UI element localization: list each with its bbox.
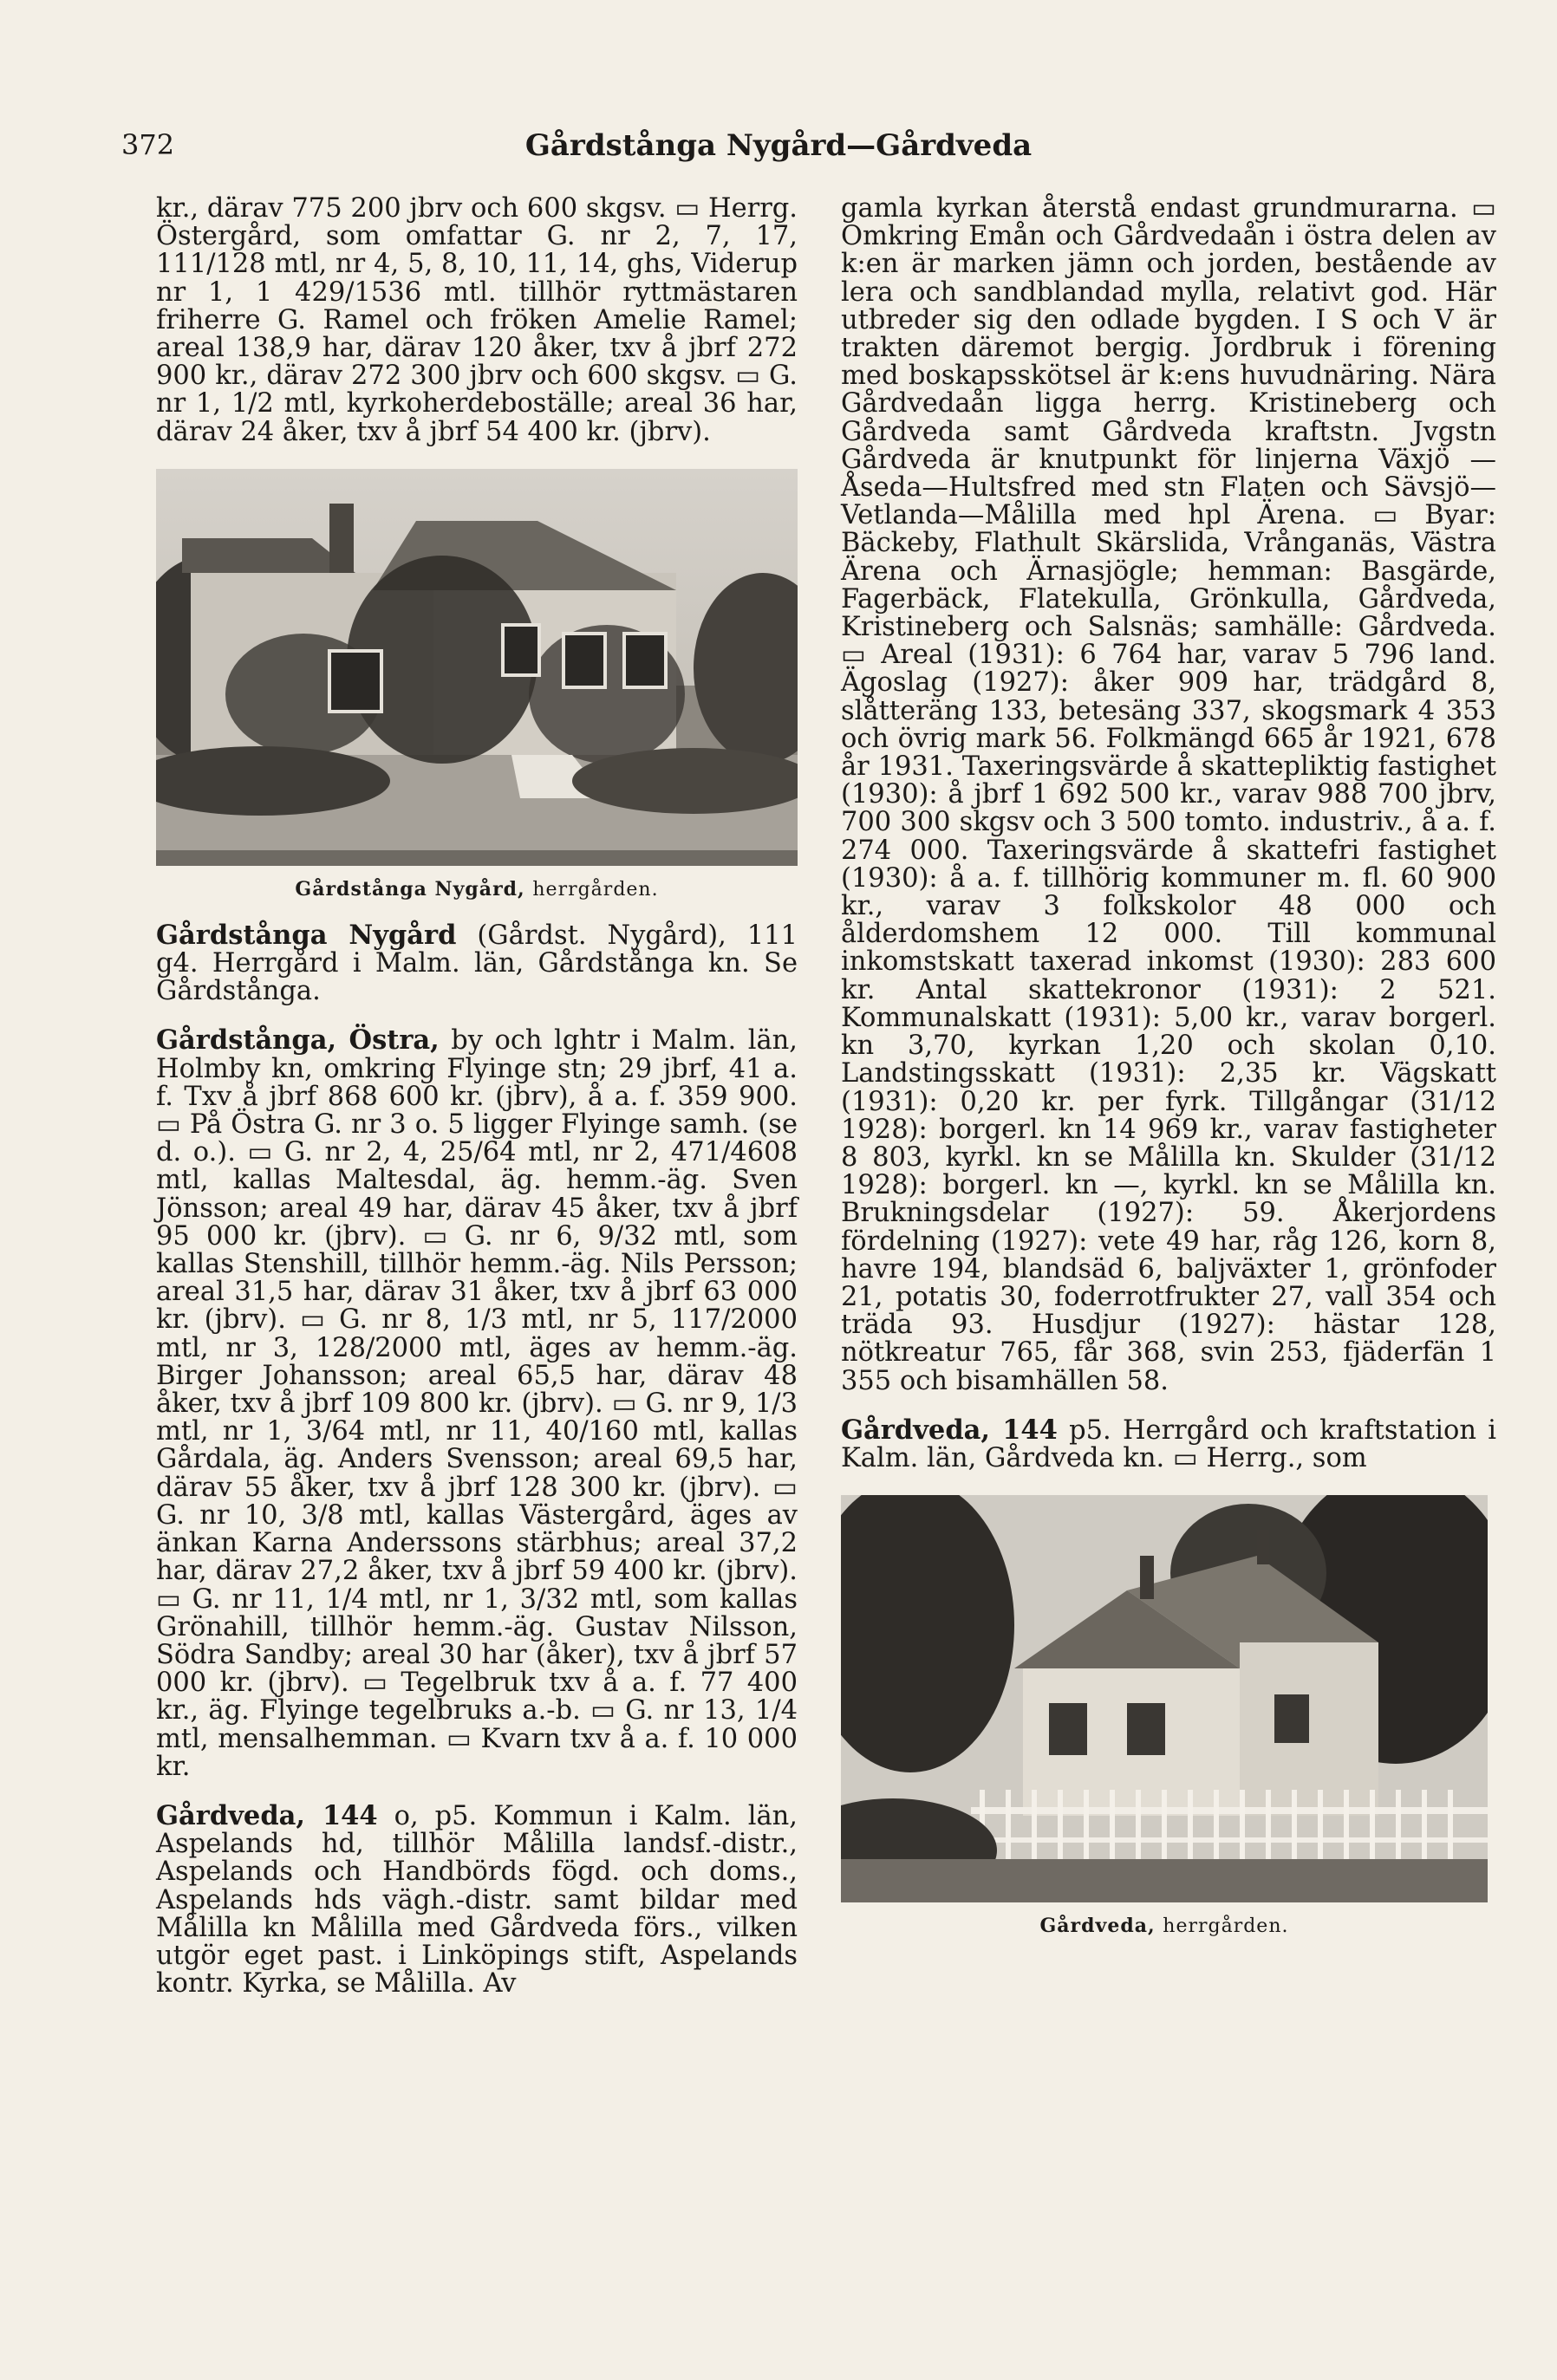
- entry-headword: Gårdveda, 144: [841, 1414, 1058, 1446]
- entry-gardstanga-ostra: [156, 1026, 798, 1780]
- right-column: [841, 195, 1496, 1937]
- gardveda-continuation: gamla kyrkan återstå endast grundmurarna. ▭ Omkring Emån och Gårdvedaån i östra delen av k:en är marken jämn och jorden, bestående av lera och sandblandad mylla, relativt god. Här utbreder sig den odlade bygden. I S och V är trakten däremot bergig. Jordbruk i förening med boskapsskötsel är k:ens huvudnäring. Nära Gårdvedaån ligga herrg. Kristineberg och Gårdveda samt Gårdveda kraftstn. Jvgstn Gårdveda är knutpunkt för linjerna Växjö —Åseda—Hultsfred med stn Flaten och Sävsjö—Vetlanda—Målilla med hpl Ärena. ▭ Byar: Bäckeby, Flathult Skärslida, Vrånganäs, Västra Ärena och Ärnasjögle; hemman: Basgärde, Fagerbäck, Flatekulla, Grönkulla, Gårdveda, Kristineberg och Salsnäs; samhälle: Gårdveda. ▭ Areal (1931): 6 764 har, varav 5 796 land. Ägoslag (1927): åker 909 har, trädgård 8, slåtteräng 133, betesäng 337, skogsmark 4 353 och övrig mark 56. Folkmängd 665 år 1921, 678 år 1931. Taxeringsvärde å skattepliktig fastighet (1930): å jbrf 1 692 500 kr., varav 988 700 jbrv, 700 300 skgsv och 3 500 tomto. industriv., å a. f. 274 000. Taxeringsvärde å skattefri fastighet (1930): å a. f. tillhörig kommuner m. fl. 60 900 kr., varav 3 folkskolor 48 000 och ålderdomshem 12 000. Till kommunal inkomstskatt taxerad inkomst (1930): 283 600 kr. Antal skattekronor (1931): 2 521. Kommunalskatt (1931): 5,00 kr., varav borgerl. kn 3,70, kyrkan 1,20 och skolan 0,10. Landstingsskatt (1931): 2,35 kr. Vägskatt (1931): 0,20 kr. per fyrk. Tillgångar (31/12 1928): borgerl. kn 14 969 kr., varav fastigheter 8 803, kyrkl. kn se Målilla kn. Skulder (31/12 1928): borgerl. kn —, kyrkl. kn se Målilla kn. Brukningsdelar (1927): 59. Åkerjordens fördelning (1927): vete 49 har, råg 126, korn 8, havre 194, blandsäd 6, baljväxter 1, grönfoder 21, potatis 30, foderrotfrukter 27, vall 354 och träda 93. Husdjur (1927): hästar 128, nötkreatur 765, får 368, svin 253, fjäderfän 1 355 och bisamhällen 58.: [841, 193, 1496, 1396]
- figure-gardveda: [841, 1495, 1488, 1937]
- entry-body: (Gårdst. Nygård), 111 g4. Herrgård i Malm. län, Gårdstånga kn. Se Gårdstånga.: [156, 920, 798, 1007]
- caption-rest: herrgården.: [532, 878, 659, 901]
- figure-caption-gardveda: [841, 1915, 1488, 1937]
- entry-headword: Gårdveda, 144: [156, 1799, 378, 1831]
- nygard-manor-photo: [156, 469, 798, 866]
- intro-paragraph: kr., därav 775 200 jbrv och 600 skgsv. ▭ Herrg. Östergård, som omfattar G. nr 2, 7, 17, 111/128 mtl, nr 4, 5, 8, 10, 11, 14, ghs, Viderup nr 1, 1 429/1536 mtl. tillhör ryttmästaren friherre G. Ramel och fröken Amelie Ramel; areal 138,9 har, därav 120 åker, txv å jbrf 272 900 kr., därav 272 300 jbrv och 600 skgsv. ▭ G. nr 1, 1/2 mtl, kyrkoherdeboställe; areal 36 har, därav 24 åker, txv å jbrf 54 400 kr. (jbrv).: [156, 193, 798, 447]
- entry-body: p5. Herrgård och kraftstation i Kalm. län, Gårdveda kn. ▭ Herrg., som: [841, 1414, 1496, 1473]
- page-header: [0, 128, 1557, 172]
- left-column: [156, 195, 798, 1998]
- entry-gardveda-herrgard: [841, 1416, 1496, 1473]
- caption-title: Gårdveda,: [1039, 1915, 1156, 1938]
- running-head: Gårdstånga Nygård—Gårdveda: [524, 128, 1033, 163]
- entry-body: by och lghtr i Malm. län, Holmby kn, omkring Flyinge stn; 29 jbrf, 41 a. f. Txv å jbrf 868 600 kr. (jbrv), å a. f. 359 900. ▭ På Östra G. nr 3 o. 5 ligger Flyinge samh. (se d. o.). ▭ G. nr 2, 4, 25/64 mtl, nr 2, 471/4608 mtl, kallas Maltesdal, äg. hemm.-äg. Sven Jönsson; areal 49 har, därav 45 åker, txv å jbrf 95 000 kr. (jbrv). ▭ G. nr 6, 9/32 mtl, som kallas Stenshill, tillhör hemm.-äg. Nils Persson; areal 31,5 har, därav 31 åker, txv å jbrf 63 000 kr. (jbrv). ▭ G. nr 8, 1/3 mtl, nr 5, 117/2000 mtl, nr 3, 128/2000 mtl, äges av hemm.-äg. Birger Johansson; areal 65,5 har, därav 48 åker, txv å jbrf 109 800 kr. (jbrv). ▭ G. nr 9, 1/3 mtl, nr 1, 3/64 mtl, nr 11, 40/160 mtl, kallas Gårdala, äg. Anders Svensson; areal 69,5 har, därav 55 åker, txv å jbrf 128 300 kr. (jbrv). ▭ G. nr 10, 3/8 mtl, kallas Västergård, äges av änkan Karna Anderssons stärbhus; areal 37,2 har, därav 27,2 åker, txv å jbrf 59 400 kr. (jbrv). ▭ G. nr 11, 1/4 mtl, nr 1, 3/32 mtl, som kallas Grönahill, tillhör hemm.-äg. Gustav Nilsson, Södra Sandby; areal 30 har (åker), txv å jbrf 57 000 kr. (jbrv). ▭ Tegelbruk txv å a. f. 77 400 kr., äg. Flyinge tegelbruks a.-b. ▭ G. nr 13, 1/4 mtl, mensalhemman. ▭ Kvarn txv å a. f. 10 000 kr.: [156, 1025, 798, 1782]
- page-number: 372: [121, 128, 175, 161]
- figure-caption-nygard: [156, 878, 798, 901]
- entry-gardveda-kommun: [156, 1799, 798, 2000]
- caption-title: Gårdstånga Nygård,: [295, 877, 525, 901]
- entry-gardstanga-nygard: [156, 921, 798, 1006]
- entry-headword: Gårdstånga Nygård: [156, 919, 457, 951]
- gardveda-manor-photo: [841, 1495, 1488, 1902]
- entry-body: o, p5. Kommun i Kalm. län, Aspelands hd, tillhör Målilla landsf.-distr., Aspelands och Handbörds fögd. och doms., Aspelands hds vägh.-distr. samt bildar med Målilla kn Målilla med Gårdveda förs., vilken utgör eget past. i Linköpings stift, Aspelands kontr. Kyrka, se Målilla. Av: [156, 1800, 798, 2000]
- entry-headword: Gårdstånga, Östra,: [156, 1024, 440, 1057]
- caption-rest: herrgården.: [1163, 1915, 1289, 1938]
- figure-nygard: [156, 469, 798, 901]
